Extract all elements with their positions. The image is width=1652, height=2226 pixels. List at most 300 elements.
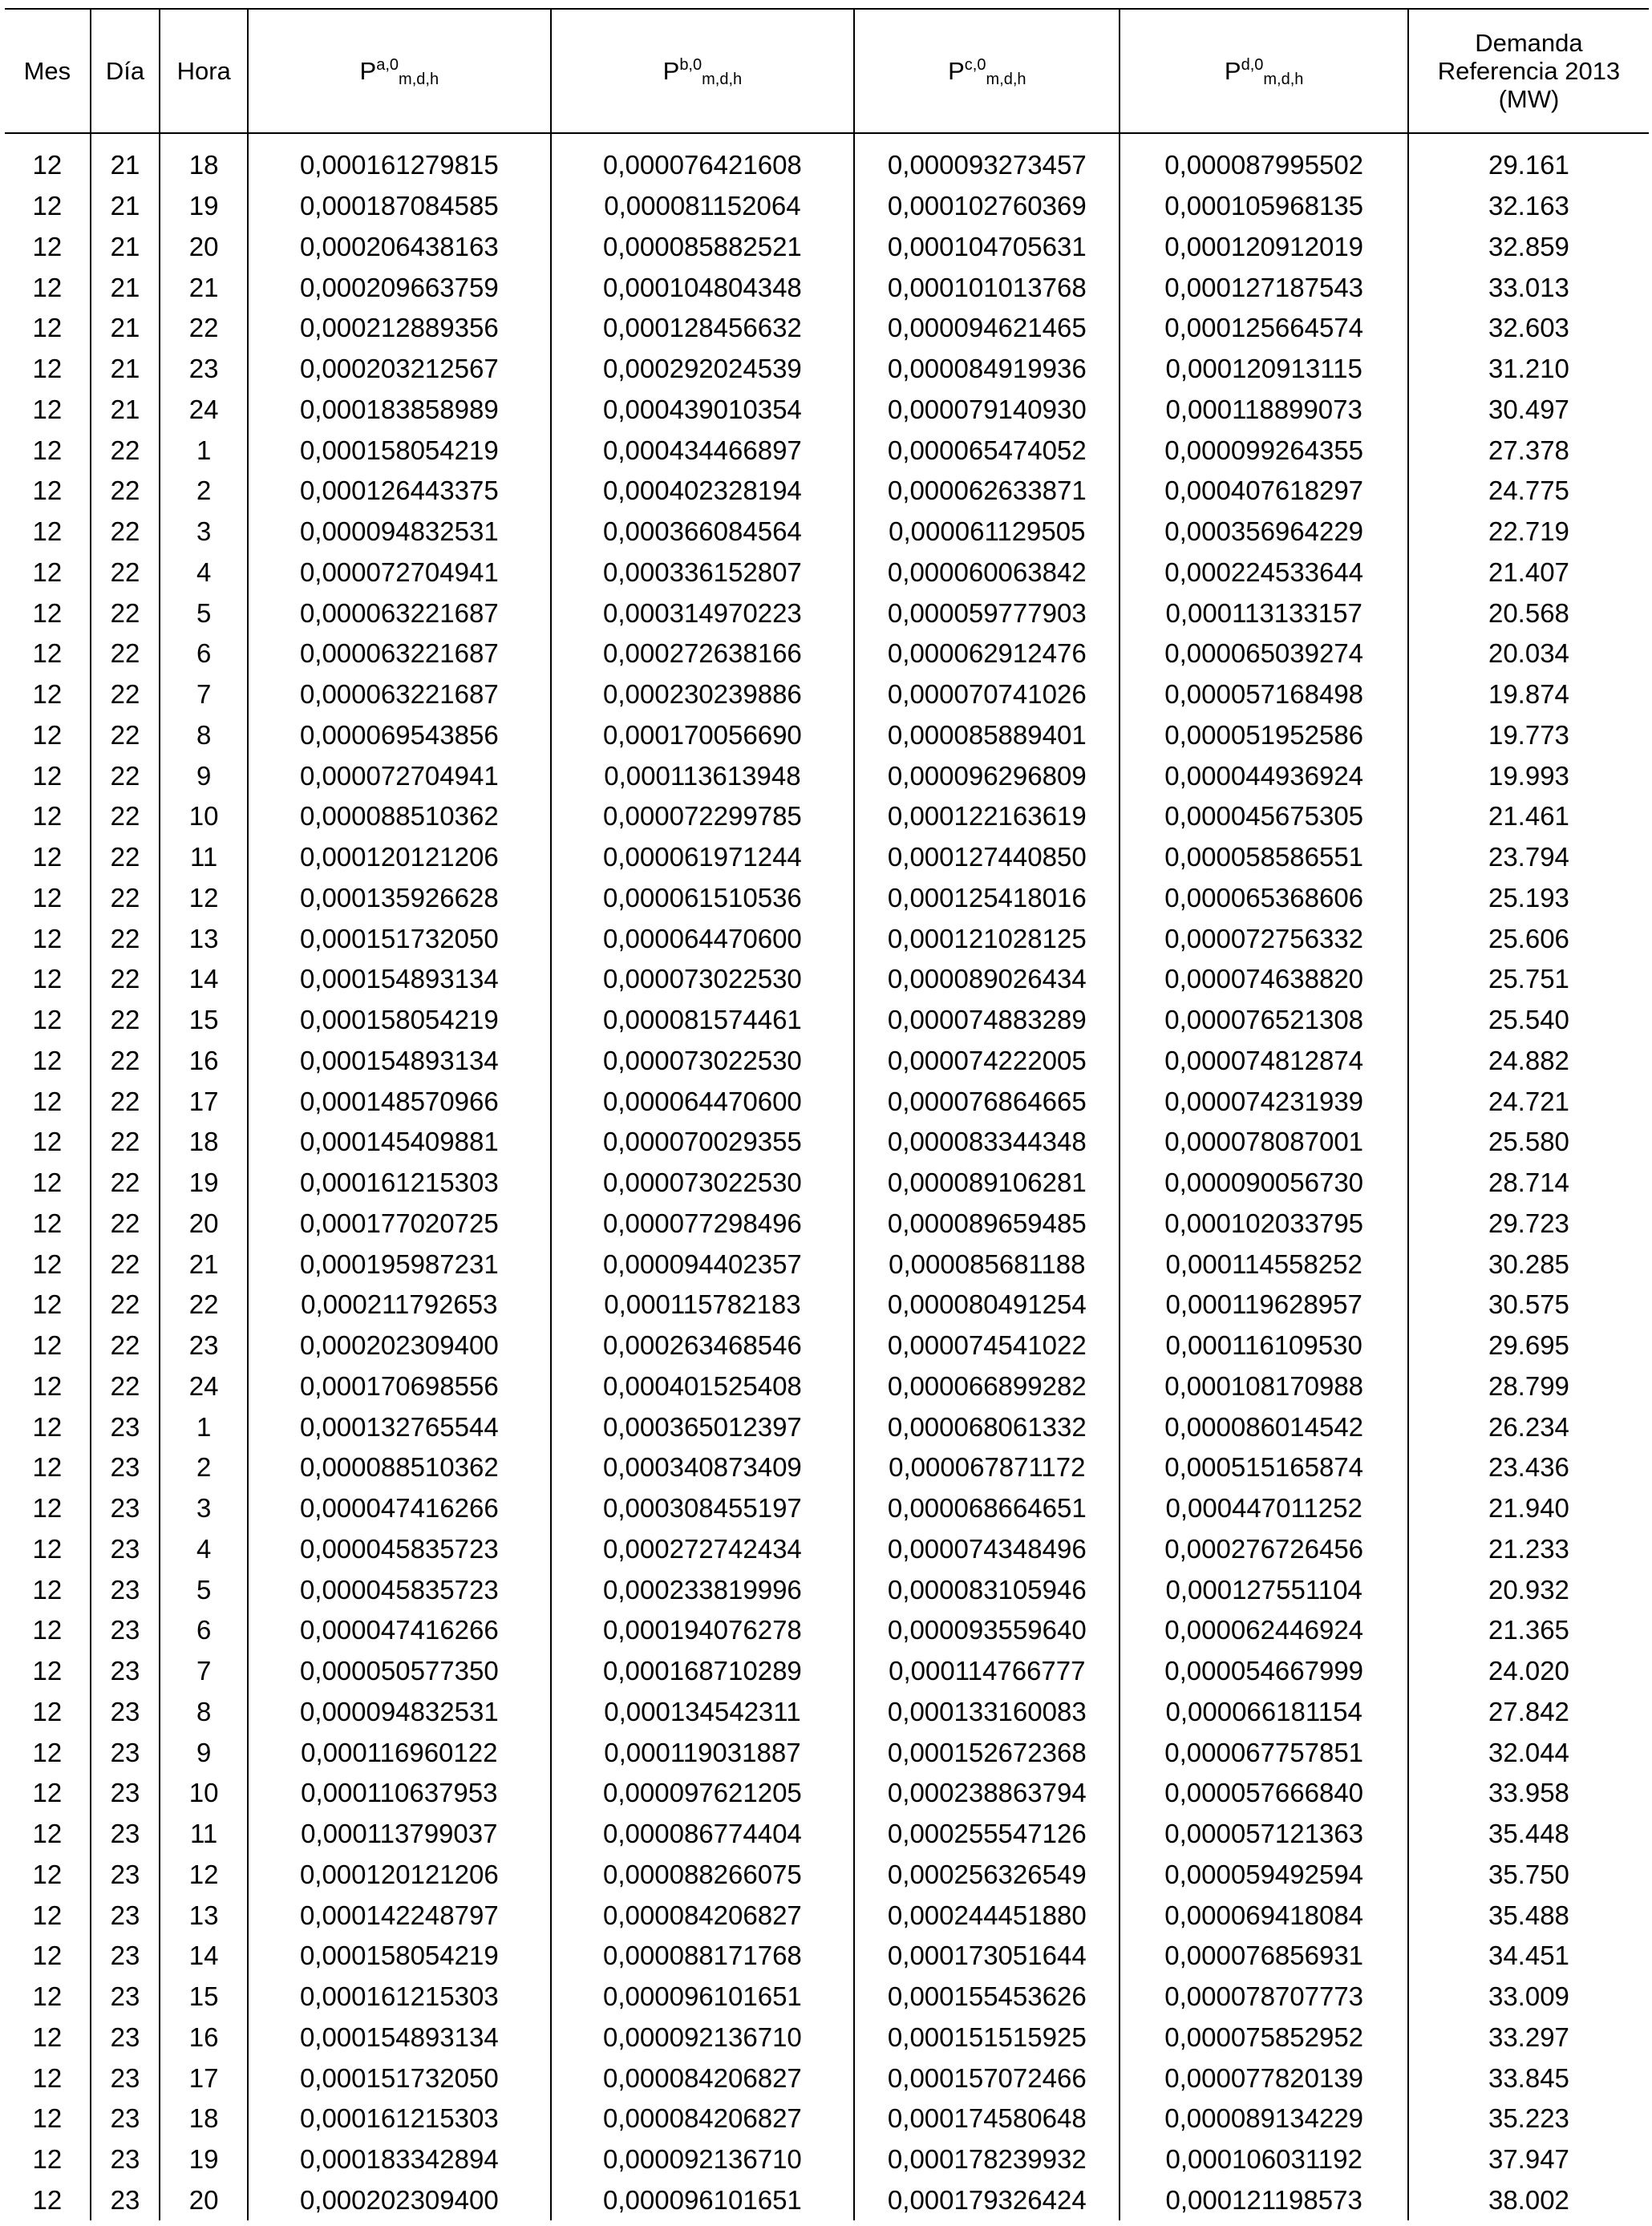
demanda-cell: 22.719 (1408, 512, 1649, 552)
pa-cell: 0,000211792653 (248, 1285, 551, 1325)
pa-cell: 0,000145409881 (248, 1122, 551, 1163)
pc-cell: 0,000238863794 (854, 1773, 1120, 1814)
demanda-cell: 37.947 (1408, 2139, 1649, 2180)
dia-cell: 22 (91, 1081, 160, 1122)
dia-cell: 23 (91, 2058, 160, 2099)
mes-cell: 12 (5, 2099, 91, 2139)
mes-cell: 12 (5, 674, 91, 715)
demanda-cell: 27.378 (1408, 430, 1649, 471)
pd-cell: 0,000062446924 (1120, 1610, 1407, 1651)
pc-cell: 0,000114766777 (854, 1651, 1120, 1692)
pc-cell: 0,000074541022 (854, 1325, 1120, 1366)
table-row (5, 593, 1649, 633)
dia-cell: 21 (91, 390, 160, 431)
hora-cell: 14 (160, 1936, 248, 1977)
hora-cell: 5 (160, 593, 248, 633)
header-dia: Día (91, 9, 160, 133)
mes-cell: 12 (5, 2139, 91, 2180)
hora-cell: 18 (160, 1122, 248, 1163)
pa-cell: 0,000135926628 (248, 878, 551, 919)
table-row (5, 755, 1649, 796)
pa-cell: 0,000161215303 (248, 1977, 551, 2018)
pa-cell: 0,000202309400 (248, 2180, 551, 2221)
hora-cell: 20 (160, 227, 248, 268)
mes-cell: 12 (5, 918, 91, 959)
pb-cell: 0,000113613948 (551, 755, 855, 796)
mes-cell: 12 (5, 267, 91, 308)
hora-cell: 13 (160, 1895, 248, 1936)
pa-cell: 0,000120121206 (248, 837, 551, 878)
pb-cell: 0,000064470600 (551, 1081, 855, 1122)
mes-cell: 12 (5, 1204, 91, 1245)
pa-cell: 0,000183342894 (248, 2139, 551, 2180)
demanda-cell: 33.013 (1408, 267, 1649, 308)
pb-cell: 0,000084206827 (551, 2099, 855, 2139)
mes-cell: 12 (5, 1651, 91, 1692)
pc-cell: 0,000096296809 (854, 755, 1120, 796)
hora-cell: 21 (160, 267, 248, 308)
pd-cell: 0,000066181154 (1120, 1692, 1407, 1733)
table-row (5, 715, 1649, 756)
pc-cell: 0,000173051644 (854, 1936, 1120, 1977)
hora-cell: 3 (160, 512, 248, 552)
demanda-cell: 38.002 (1408, 2180, 1649, 2221)
dia-cell: 22 (91, 430, 160, 471)
pa-cell: 0,000195987231 (248, 1244, 551, 1285)
pb-cell: 0,000230239886 (551, 674, 855, 715)
pc-cell: 0,000151515925 (854, 2018, 1120, 2058)
demanda-cell: 33.845 (1408, 2058, 1649, 2099)
dia-cell: 23 (91, 1855, 160, 1896)
demanda-cell: 30.497 (1408, 390, 1649, 431)
pc-cell: 0,000104705631 (854, 227, 1120, 268)
pd-cell: 0,000125664574 (1120, 308, 1407, 349)
pd-cell: 0,000078087001 (1120, 1122, 1407, 1163)
mes-cell: 12 (5, 186, 91, 227)
dia-cell: 23 (91, 2180, 160, 2221)
pa-cell: 0,000045835723 (248, 1529, 551, 1570)
table-row (5, 349, 1649, 390)
spacer-row (5, 133, 1649, 145)
pb-cell: 0,000401525408 (551, 1366, 855, 1407)
hora-cell: 2 (160, 471, 248, 512)
table-row (5, 1895, 1649, 1936)
pb-cell: 0,000366084564 (551, 512, 855, 552)
hora-cell: 10 (160, 1773, 248, 1814)
demanda-cell: 21.407 (1408, 552, 1649, 593)
pc-cell: 0,000102760369 (854, 186, 1120, 227)
table-row (5, 471, 1649, 512)
pb-cell: 0,000119031887 (551, 1732, 855, 1773)
pb-cell: 0,000365012397 (551, 1406, 855, 1447)
pa-cell: 0,000148570966 (248, 1081, 551, 1122)
mes-cell: 12 (5, 1529, 91, 1570)
pa-cell: 0,000158054219 (248, 1000, 551, 1041)
table-row (5, 1569, 1649, 1610)
mes-cell: 12 (5, 1895, 91, 1936)
hora-cell: 23 (160, 349, 248, 390)
mes-cell: 12 (5, 2058, 91, 2099)
pc-cell: 0,000085889401 (854, 715, 1120, 756)
pd-cell: 0,000059492594 (1120, 1855, 1407, 1896)
pb-cell: 0,000092136710 (551, 2139, 855, 2180)
table-row (5, 1610, 1649, 1651)
hora-cell: 18 (160, 145, 248, 186)
pb-cell: 0,000115782183 (551, 1285, 855, 1325)
dia-cell: 22 (91, 796, 160, 837)
table-row (5, 1447, 1649, 1488)
pd-cell: 0,000058586551 (1120, 837, 1407, 878)
pb-cell: 0,000077298496 (551, 1204, 855, 1245)
pa-cell: 0,000154893134 (248, 2018, 551, 2058)
dia-cell: 22 (91, 1041, 160, 1082)
header-hora: Hora (160, 9, 248, 133)
pa-cell: 0,000170698556 (248, 1366, 551, 1407)
pb-cell: 0,000336152807 (551, 552, 855, 593)
pa-cell: 0,000212889356 (248, 308, 551, 349)
pa-cell: 0,000072704941 (248, 755, 551, 796)
dia-cell: 23 (91, 1732, 160, 1773)
pb-cell: 0,000081574461 (551, 1000, 855, 1041)
hora-cell: 2 (160, 1447, 248, 1488)
pa-cell: 0,000142248797 (248, 1895, 551, 1936)
pc-cell: 0,000133160083 (854, 1692, 1120, 1733)
dia-cell: 22 (91, 878, 160, 919)
table-row (5, 227, 1649, 268)
pa-cell: 0,000187084585 (248, 186, 551, 227)
pa-cell: 0,000209663759 (248, 267, 551, 308)
demanda-cell: 35.750 (1408, 1855, 1649, 1896)
hora-cell: 17 (160, 2058, 248, 2099)
pd-cell: 0,000090056730 (1120, 1163, 1407, 1204)
pa-cell: 0,000110637953 (248, 1773, 551, 1814)
table-row (5, 878, 1649, 919)
dia-cell: 22 (91, 1244, 160, 1285)
pa-cell: 0,000120121206 (248, 1855, 551, 1896)
header-mes: Mes (5, 9, 91, 133)
hora-cell: 20 (160, 2180, 248, 2221)
demanda-cell: 29.695 (1408, 1325, 1649, 1366)
mes-cell: 12 (5, 512, 91, 552)
demanda-cell: 27.842 (1408, 1692, 1649, 1733)
mes-cell: 12 (5, 1936, 91, 1977)
table-row (5, 552, 1649, 593)
dia-cell: 23 (91, 1692, 160, 1733)
pc-cell: 0,000084919936 (854, 349, 1120, 390)
dia-cell: 21 (91, 267, 160, 308)
mes-cell: 12 (5, 878, 91, 919)
table-row (5, 1936, 1649, 1977)
demanda-cell: 21.233 (1408, 1529, 1649, 1570)
pc-cell: 0,000244451880 (854, 1895, 1120, 1936)
table-row (5, 796, 1649, 837)
hora-cell: 7 (160, 674, 248, 715)
pa-cell: 0,000151732050 (248, 2058, 551, 2099)
table-row (5, 633, 1649, 674)
pd-cell: 0,000515165874 (1120, 1447, 1407, 1488)
pd-cell: 0,000075852952 (1120, 2018, 1407, 2058)
pa-cell: 0,000183858989 (248, 390, 551, 431)
dia-cell: 22 (91, 593, 160, 633)
pd-cell: 0,000114558252 (1120, 1244, 1407, 1285)
pb-cell: 0,000088266075 (551, 1855, 855, 1896)
pa-cell: 0,000158054219 (248, 430, 551, 471)
demanda-cell: 24.020 (1408, 1651, 1649, 1692)
demanda-cell: 26.234 (1408, 1406, 1649, 1447)
hora-cell: 11 (160, 1814, 248, 1855)
mes-cell: 12 (5, 1569, 91, 1610)
demanda-cell: 21.365 (1408, 1610, 1649, 1651)
pb-cell: 0,000061510536 (551, 878, 855, 919)
pb-cell: 0,000233819996 (551, 1569, 855, 1610)
hora-cell: 12 (160, 878, 248, 919)
table-row (5, 308, 1649, 349)
pd-cell: 0,000099264355 (1120, 430, 1407, 471)
pc-cell: 0,000076864665 (854, 1081, 1120, 1122)
table-row (5, 1244, 1649, 1285)
dia-cell: 22 (91, 1366, 160, 1407)
table-row (5, 918, 1649, 959)
table-row (5, 1732, 1649, 1773)
table-row (5, 1529, 1649, 1570)
hora-cell: 8 (160, 715, 248, 756)
header-row (5, 9, 1649, 133)
pb-cell: 0,000092136710 (551, 2018, 855, 2058)
data-table (5, 8, 1649, 2220)
table-row (5, 2058, 1649, 2099)
header-pb: P$^{b,0}_{m,d,h}$ (551, 9, 855, 133)
pd-cell: 0,000120913115 (1120, 349, 1407, 390)
mes-cell: 12 (5, 1366, 91, 1407)
pa-cell: 0,000161279815 (248, 145, 551, 186)
pb-cell: 0,000073022530 (551, 1041, 855, 1082)
hora-cell: 9 (160, 1732, 248, 1773)
pd-cell: 0,000076521308 (1120, 1000, 1407, 1041)
dia-cell: 21 (91, 186, 160, 227)
hora-cell: 24 (160, 1366, 248, 1407)
pb-cell: 0,000170056690 (551, 715, 855, 756)
pd-cell: 0,000119628957 (1120, 1285, 1407, 1325)
mes-cell: 12 (5, 2018, 91, 2058)
pc-cell: 0,000060063842 (854, 552, 1120, 593)
pc-cell: 0,000085681188 (854, 1244, 1120, 1285)
demanda-cell: 19.993 (1408, 755, 1649, 796)
pc-cell: 0,000094621465 (854, 308, 1120, 349)
pd-cell: 0,000074638820 (1120, 959, 1407, 1000)
mes-cell: 12 (5, 1163, 91, 1204)
dia-cell: 23 (91, 1610, 160, 1651)
pd-cell: 0,000089134229 (1120, 2099, 1407, 2139)
pd-cell: 0,000087995502 (1120, 145, 1407, 186)
pa-cell: 0,000063221687 (248, 633, 551, 674)
demanda-cell: 25.606 (1408, 918, 1649, 959)
pc-cell: 0,000157072466 (854, 2058, 1120, 2099)
mes-cell: 12 (5, 1244, 91, 1285)
mes-cell: 12 (5, 1773, 91, 1814)
mes-cell: 12 (5, 796, 91, 837)
pc-cell: 0,000066899282 (854, 1366, 1120, 1407)
header-pd: P$^{d,0}_{m,d,h}$ (1120, 9, 1407, 133)
hora-cell: 12 (160, 1855, 248, 1896)
demanda-cell: 20.568 (1408, 593, 1649, 633)
pd-cell: 0,000407618297 (1120, 471, 1407, 512)
mes-cell: 12 (5, 715, 91, 756)
pd-cell: 0,000356964229 (1120, 512, 1407, 552)
mes-cell: 12 (5, 552, 91, 593)
pa-cell: 0,000161215303 (248, 2099, 551, 2139)
pb-cell: 0,000308455197 (551, 1488, 855, 1529)
pa-cell: 0,000094832531 (248, 1692, 551, 1733)
pb-cell: 0,000340873409 (551, 1447, 855, 1488)
mes-cell: 12 (5, 1488, 91, 1529)
hora-cell: 1 (160, 1406, 248, 1447)
demanda-cell: 23.794 (1408, 837, 1649, 878)
mes-cell: 12 (5, 1406, 91, 1447)
pd-cell: 0,000077820139 (1120, 2058, 1407, 2099)
demanda-cell: 33.297 (1408, 2018, 1649, 2058)
demanda-cell: 24.775 (1408, 471, 1649, 512)
table-row (5, 430, 1649, 471)
pa-cell: 0,000151732050 (248, 918, 551, 959)
mes-cell: 12 (5, 633, 91, 674)
table-row (5, 1122, 1649, 1163)
table-row (5, 1406, 1649, 1447)
pc-cell: 0,000179326424 (854, 2180, 1120, 2221)
pc-cell: 0,000255547126 (854, 1814, 1120, 1855)
pa-cell: 0,000063221687 (248, 674, 551, 715)
pd-cell: 0,000076856931 (1120, 1936, 1407, 1977)
pb-cell: 0,000272638166 (551, 633, 855, 674)
demanda-cell: 25.580 (1408, 1122, 1649, 1163)
table-body (5, 133, 1649, 2220)
demanda-cell: 28.799 (1408, 1366, 1649, 1407)
pa-cell: 0,000094832531 (248, 512, 551, 552)
pb-cell: 0,000088171768 (551, 1936, 855, 1977)
pd-cell: 0,000127187543 (1120, 267, 1407, 308)
pb-cell: 0,000076421608 (551, 145, 855, 186)
pd-cell: 0,000102033795 (1120, 1204, 1407, 1245)
mes-cell: 12 (5, 2180, 91, 2221)
demanda-cell: 21.940 (1408, 1488, 1649, 1529)
pa-cell: 0,000158054219 (248, 1936, 551, 1977)
pb-cell: 0,000084206827 (551, 2058, 855, 2099)
table-row (5, 1163, 1649, 1204)
pd-cell: 0,000074812874 (1120, 1041, 1407, 1082)
pa-cell: 0,000126443375 (248, 471, 551, 512)
dia-cell: 23 (91, 1651, 160, 1692)
table-row (5, 2099, 1649, 2139)
pb-cell: 0,000096101651 (551, 1977, 855, 2018)
demanda-cell: 32.044 (1408, 1732, 1649, 1773)
pd-cell: 0,000447011252 (1120, 1488, 1407, 1529)
dia-cell: 21 (91, 145, 160, 186)
dia-cell: 23 (91, 1488, 160, 1529)
dia-cell: 23 (91, 2018, 160, 2058)
dia-cell: 23 (91, 1447, 160, 1488)
pa-cell: 0,000047416266 (248, 1610, 551, 1651)
demanda-cell: 30.575 (1408, 1285, 1649, 1325)
pa-cell: 0,000113799037 (248, 1814, 551, 1855)
dia-cell: 23 (91, 2139, 160, 2180)
dia-cell: 23 (91, 1814, 160, 1855)
pc-cell: 0,000061129505 (854, 512, 1120, 552)
pc-cell: 0,000068664651 (854, 1488, 1120, 1529)
dia-cell: 22 (91, 552, 160, 593)
hora-cell: 4 (160, 1529, 248, 1570)
pd-cell: 0,000121198573 (1120, 2180, 1407, 2221)
dia-cell: 22 (91, 837, 160, 878)
demanda-cell: 35.488 (1408, 1895, 1649, 1936)
demanda-cell: 23.436 (1408, 1447, 1649, 1488)
pb-cell: 0,000292024539 (551, 349, 855, 390)
header-pc: P$^{c,0}_{m,d,h}$ (854, 9, 1120, 133)
mes-cell: 12 (5, 1447, 91, 1488)
table-row (5, 1692, 1649, 1733)
pb-cell: 0,000073022530 (551, 959, 855, 1000)
pb-cell: 0,000402328194 (551, 471, 855, 512)
pa-cell: 0,000161215303 (248, 1163, 551, 1204)
table-row (5, 1366, 1649, 1407)
pa-cell: 0,000206438163 (248, 227, 551, 268)
pd-cell: 0,000276726456 (1120, 1529, 1407, 1570)
demanda-cell: 29.723 (1408, 1204, 1649, 1245)
hora-cell: 18 (160, 2099, 248, 2139)
pb-cell: 0,000061971244 (551, 837, 855, 878)
hora-cell: 4 (160, 552, 248, 593)
mes-cell: 12 (5, 308, 91, 349)
hora-cell: 6 (160, 633, 248, 674)
demanda-cell: 32.163 (1408, 186, 1649, 227)
pb-cell: 0,000072299785 (551, 796, 855, 837)
hora-cell: 21 (160, 1244, 248, 1285)
pb-cell: 0,000086774404 (551, 1814, 855, 1855)
mes-cell: 12 (5, 145, 91, 186)
pa-cell: 0,000072704941 (248, 552, 551, 593)
demanda-cell: 32.603 (1408, 308, 1649, 349)
table-row (5, 390, 1649, 431)
hora-cell: 20 (160, 1204, 248, 1245)
pa-cell: 0,000050577350 (248, 1651, 551, 1692)
pc-cell: 0,000062912476 (854, 633, 1120, 674)
hora-cell: 13 (160, 918, 248, 959)
dia-cell: 22 (91, 918, 160, 959)
pc-cell: 0,000089026434 (854, 959, 1120, 1000)
mes-cell: 12 (5, 1285, 91, 1325)
hora-cell: 5 (160, 1569, 248, 1610)
pc-cell: 0,000127440850 (854, 837, 1120, 878)
hora-cell: 19 (160, 2139, 248, 2180)
table-row (5, 1325, 1649, 1366)
dia-cell: 21 (91, 349, 160, 390)
pa-cell: 0,000045835723 (248, 1569, 551, 1610)
pd-cell: 0,000057168498 (1120, 674, 1407, 715)
pa-cell: 0,000154893134 (248, 1041, 551, 1082)
table-row (5, 2018, 1649, 2058)
hora-cell: 9 (160, 755, 248, 796)
dia-cell: 22 (91, 674, 160, 715)
demanda-cell: 19.874 (1408, 674, 1649, 715)
table-row (5, 1285, 1649, 1325)
mes-cell: 12 (5, 1732, 91, 1773)
hora-cell: 23 (160, 1325, 248, 1366)
pa-cell: 0,000177020725 (248, 1204, 551, 1245)
demanda-cell: 32.859 (1408, 227, 1649, 268)
pc-cell: 0,000083344348 (854, 1122, 1120, 1163)
demanda-cell: 34.451 (1408, 1936, 1649, 1977)
dia-cell: 21 (91, 227, 160, 268)
table-row (5, 2139, 1649, 2180)
table-row (5, 1977, 1649, 2018)
